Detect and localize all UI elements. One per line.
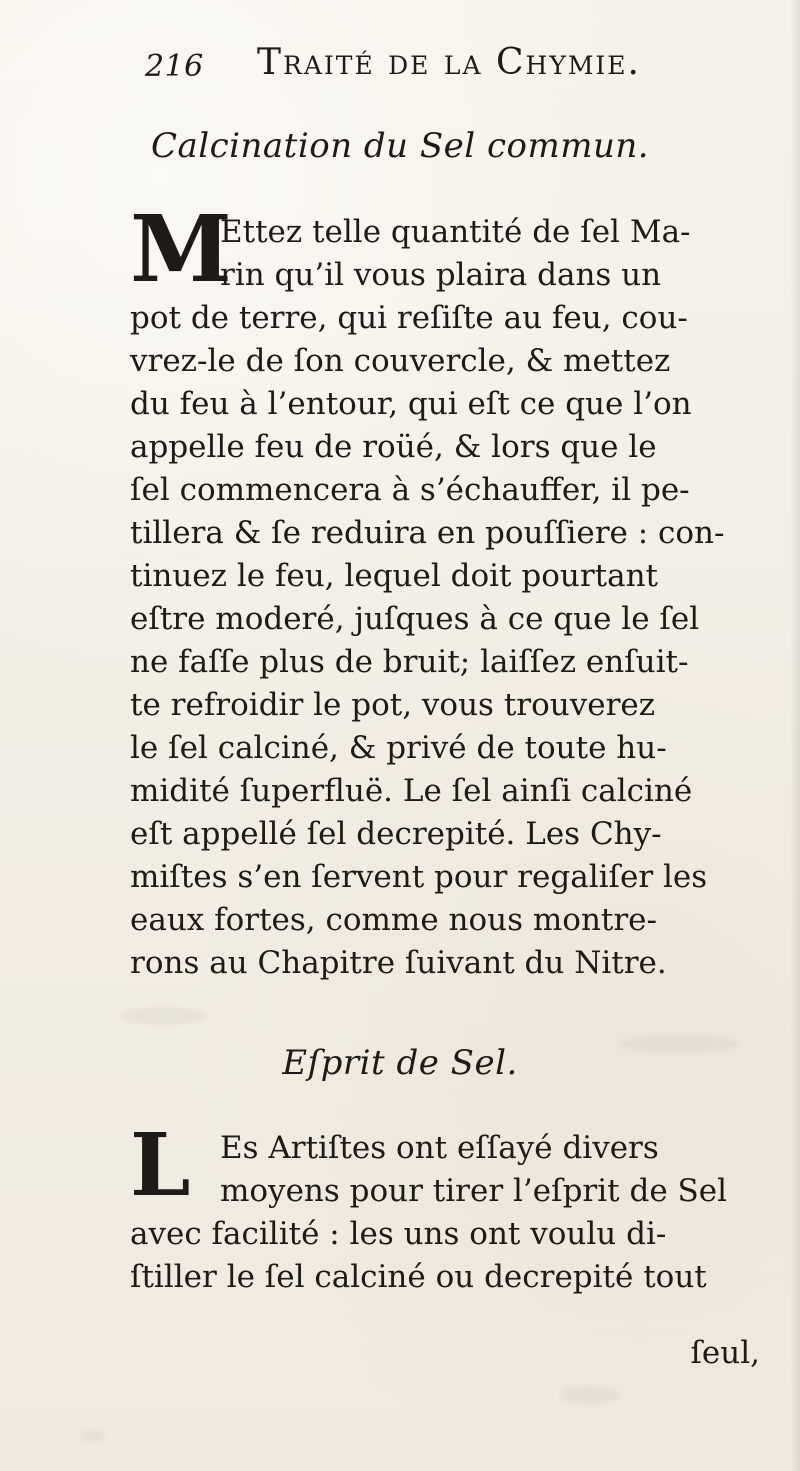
text-line: miſtes s’en ſervent pour regaliſer les [130,859,708,895]
text-line: eaux fortes, comme nous montre- [130,902,657,938]
text-line: Ettez telle quantité de ſel Ma- [220,214,691,250]
text-line: vrez-le de ſon couvercle, & mettez [130,343,671,379]
text-line: Es Artiſtes ont eſſayé divers [220,1130,659,1166]
text-line: moyens pour tirer l’eſprit de Sel [220,1173,728,1209]
page-smudge [118,1007,208,1025]
text-line: du feu à l’entour, qui eſt ce que l’on [130,386,692,422]
text-line: eſt appellé ſel decrepité. Les Chy- [130,816,662,852]
section-text-calcination [130,195,790,985]
text-line: midité ſuperfluë. Le ſel ainſi calciné [130,773,693,809]
dropcap-l: L [130,1115,191,1216]
page-header [145,42,705,98]
page-smudge [620,1035,740,1053]
text-line: ſel commencera à s’échauffer, il pe- [130,472,690,508]
section-text-esprit-de-sel [130,1115,790,1299]
catchword: ſeul, [690,1335,760,1371]
text-line: avec facilité : les uns ont voulu di- [130,1216,667,1252]
dropcap-m: M [130,195,232,303]
text-line: tillera & ſe reduira en pouſſiere : con- [130,515,725,551]
running-head: Traité de la Chymie. [257,42,641,83]
text-line: eſtre moderé, juſques à ce que le ſel [130,601,700,637]
text-line: ſtiller le ſel calciné ou decrepité tout [130,1259,707,1295]
text-line: ne faſſe plus de bruit; laiſſez enſuit- [130,644,689,680]
text-line: pot de terre, qui reſiſte au feu, cou- [130,300,688,336]
text-line: appelle feu de roüé, & lors que le [130,429,657,465]
text-line: tinuez le feu, lequel doit pourtant [130,558,659,594]
text-line: rin qu’il vous plaira dans un [220,257,662,293]
text-line: rons au Chapitre ſuivant du Nitre. [130,945,667,981]
page-number: 216 [145,49,204,84]
section-title-calcination: Calcination du Sel commun. [150,126,650,166]
text-line: le ſel calciné, & privé de toute hu- [130,730,667,766]
section-title-esprit-de-sel: Eſprit de Sel. [282,1043,518,1083]
page-smudge [80,1430,105,1442]
text-line: te refroidir le pot, vous trouverez [130,687,656,723]
page-edge-shadow [790,0,800,1471]
page-smudge [560,1386,620,1404]
